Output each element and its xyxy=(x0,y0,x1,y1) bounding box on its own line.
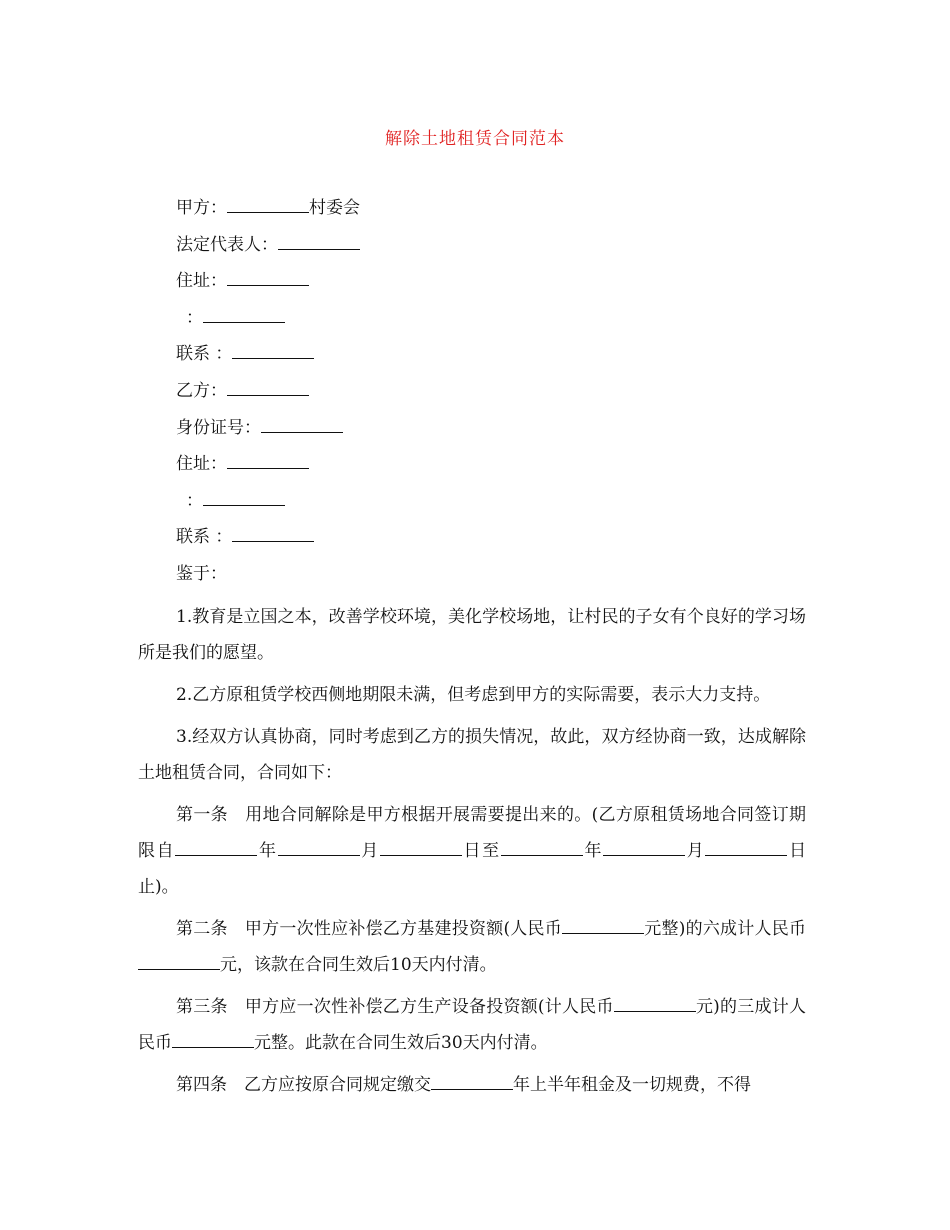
blank-field xyxy=(227,269,309,286)
party-b-address-line xyxy=(138,452,806,489)
article-4-text-1: 第四条 乙方应按原合同规定缴交 xyxy=(176,1074,431,1095)
blank-field xyxy=(175,839,257,856)
article-1-year: 年 xyxy=(257,840,278,861)
party-b-id-line xyxy=(138,416,806,453)
blank-field xyxy=(138,953,220,970)
address-label: 住址： xyxy=(176,454,227,475)
article-2 xyxy=(138,911,806,983)
blank-field xyxy=(232,342,314,359)
blank-field xyxy=(705,839,787,856)
blank-field xyxy=(431,1073,513,1090)
party-a-suffix: 村委会 xyxy=(309,198,360,218)
whereas-item-3: 3.经双方认真协商，同时考虑到乙方的损失情况，故此，双方经协商一致，达成解除土地租赁合同，合同如下： xyxy=(138,726,806,783)
blank-field xyxy=(614,995,696,1012)
page-title: 解除土地租赁合同范本 xyxy=(385,129,565,149)
party-a-rep-line xyxy=(138,233,806,270)
whereas-item-1: 1.教育是立国之本，改善学校环境，美化学校场地，让村民的子女有个良好的学习场所是我们的愿望。 xyxy=(138,606,806,663)
party-a-colon-line xyxy=(138,306,806,343)
article-2-text-2: 元整)的六成计人民币 xyxy=(644,918,806,939)
article-1-end: 日止)。 xyxy=(138,840,807,897)
party-a-label: 甲方： xyxy=(176,198,227,218)
article-1 xyxy=(138,797,806,905)
party-a-line xyxy=(138,196,806,233)
article-2-text-3: 元，该款在合同生效后10天内付清。 xyxy=(220,954,497,975)
blank-field xyxy=(562,917,644,934)
address-label: 住址： xyxy=(176,271,227,292)
blank-field xyxy=(227,196,309,213)
article-4-text-2: 年上半年租金及一切规费，不得 xyxy=(513,1074,751,1095)
article-3-text-3: 元整。此款在合同生效后30天内付清。 xyxy=(254,1032,548,1053)
party-b-colon-line xyxy=(138,489,806,526)
article-3-text-1: 第三条 甲方应一次性补偿乙方生产设备投资额(计人民币 xyxy=(176,996,614,1017)
article-4 xyxy=(138,1067,806,1103)
article-1-month: 月 xyxy=(359,840,380,861)
whereas-label: 鉴于： xyxy=(176,563,227,584)
party-b-contact-line xyxy=(138,525,806,562)
blank-field xyxy=(227,379,309,396)
colon-label: ： xyxy=(186,307,203,328)
whereas-item-2: 2.乙方原租赁学校西侧地期限未满，但考虑到甲方的实际需要，表示大力支持。 xyxy=(176,684,771,705)
blank-field xyxy=(603,839,685,856)
article-1-day: 日至 xyxy=(461,840,501,861)
article-1-text: 第一条 用地合同解除是甲方根据开展需要提出来的。(乙方原租赁场地合同签订期限自 xyxy=(138,804,806,861)
rep-label: 法定代表人： xyxy=(176,234,278,255)
blank-field xyxy=(261,416,343,433)
contract-body xyxy=(138,196,806,1109)
article-3-text-2: 元)的三成计人民币 xyxy=(138,996,806,1053)
blank-field xyxy=(278,839,360,856)
whereas-line xyxy=(138,562,806,599)
party-a-contact-line xyxy=(138,342,806,379)
party-b-line xyxy=(138,379,806,416)
party-a-address-line xyxy=(138,269,806,306)
party-b-label: 乙方： xyxy=(176,380,227,401)
blank-field xyxy=(172,1031,254,1048)
article-3 xyxy=(138,989,806,1061)
id-label: 身份证号： xyxy=(176,417,261,438)
colon-label: ： xyxy=(186,490,203,511)
article-1-year-2: 年 xyxy=(582,840,604,861)
article-1-month-2: 月 xyxy=(685,840,706,861)
blank-field xyxy=(203,306,285,323)
contact-label: 联系 ： xyxy=(176,344,233,365)
blank-field xyxy=(278,233,360,250)
blank-field xyxy=(380,839,462,856)
blank-field xyxy=(203,489,285,506)
article-2-text-1: 第二条 甲方一次性应补偿乙方基建投资额(人民币 xyxy=(176,918,563,939)
blank-field xyxy=(501,839,583,856)
contact-label: 联系 ： xyxy=(176,527,233,548)
blank-field xyxy=(232,525,314,542)
blank-field xyxy=(227,452,309,469)
